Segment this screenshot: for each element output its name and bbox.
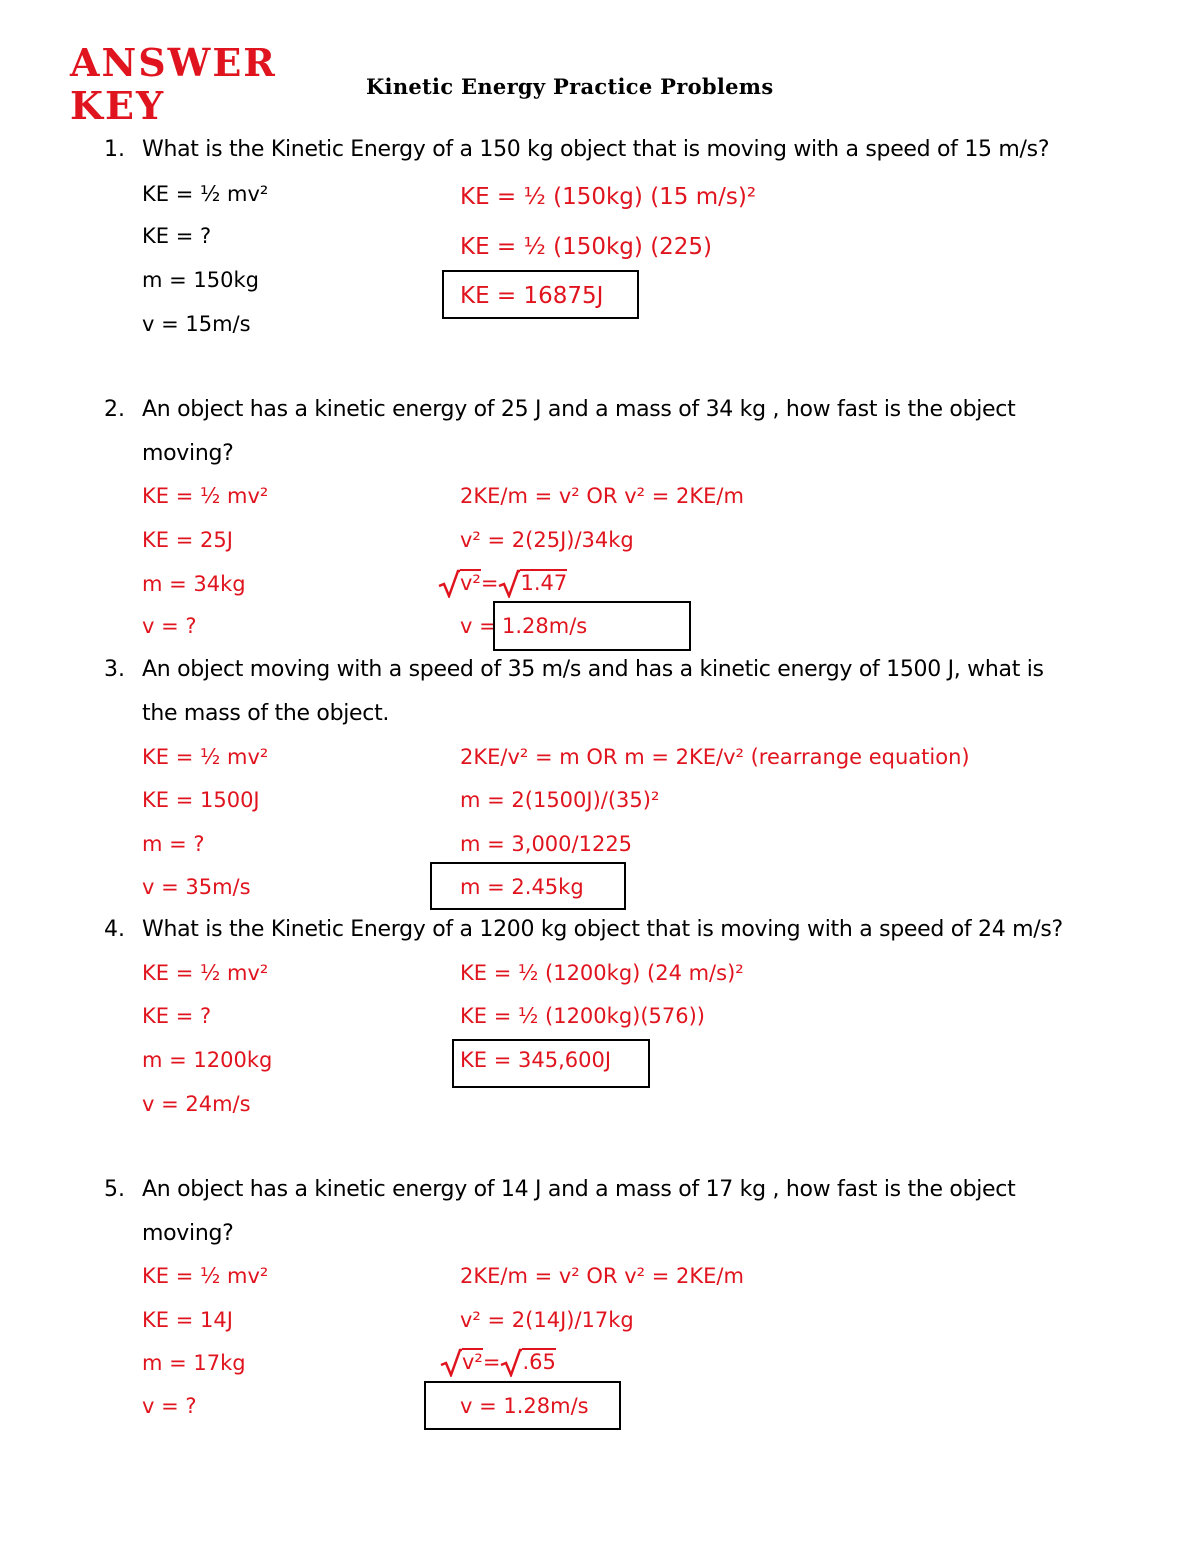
q3-given-ke: KE = 1500J [142, 788, 260, 812]
q3-given-formula: KE = ½ mv² [142, 745, 269, 769]
q2-given-ke: KE = 25J [142, 528, 233, 552]
q2-given-m: m = 34kg [142, 572, 246, 596]
q5-given-formula: KE = ½ mv² [142, 1264, 269, 1288]
q2-answer: 1.28m/s [502, 614, 588, 638]
q1-question: What is the Kinetic Energy of a 150 kg object that is moving with a speed of 15 m/s? [142, 137, 1050, 162]
q3-work-step2: m = 2(1500J)/(35)² [460, 788, 660, 812]
q3-work-step3: m = 3,000/1225 [460, 832, 633, 856]
q1-work-step1: KE = ½ (150kg) (15 m/s)² [460, 184, 757, 210]
page-title: Kinetic Energy Practice Problems [366, 74, 774, 99]
q5-answer: v = 1.28m/s [460, 1394, 589, 1418]
square-root-icon [500, 1347, 522, 1377]
q5-sqrt-left: v² [440, 1347, 483, 1377]
q5-given-ke: KE = 14J [142, 1308, 233, 1332]
q3-given-v: v = 35m/s [142, 875, 251, 899]
q3-number: 3. [104, 657, 125, 682]
q5-work-step1: 2KE/m = v² OR v² = 2KE/m [460, 1264, 744, 1288]
square-root-icon [438, 568, 460, 598]
q5-given-v: v = ? [142, 1394, 197, 1418]
q2-number: 2. [104, 397, 125, 422]
q1-work-step2: KE = ½ (150kg) (225) [460, 234, 713, 260]
q5-question-line2: moving? [142, 1221, 234, 1246]
q3-work-step1: 2KE/v² = m OR m = 2KE/v² (rearrange equation) [460, 745, 970, 769]
q1-given-v: v = 15m/s [142, 312, 251, 336]
q3-question-line2: the mass of the object. [142, 701, 390, 726]
answer-key-stamp-line1: ANSWER [70, 40, 277, 85]
q4-given-formula: KE = ½ mv² [142, 961, 269, 985]
q2-sqrt-left: v² [438, 568, 481, 598]
q4-question: What is the Kinetic Energy of a 1200 kg object that is moving with a speed of 24 m/s? [142, 917, 1063, 942]
q1-answer: KE = 16875J [460, 283, 604, 309]
square-root-icon [440, 1347, 462, 1377]
answer-key-stamp-line2: KEY [70, 83, 166, 128]
q5-work-step2: v² = 2(14J)/17kg [460, 1308, 634, 1332]
q4-given-v: v = 24m/s [142, 1092, 251, 1116]
q3-answer: m = 2.45kg [460, 875, 584, 899]
q2-work-step2: v² = 2(25J)/34kg [460, 528, 634, 552]
q5-sqrt-step [440, 1347, 556, 1377]
q2-sqrt-right: 1.47 [498, 568, 567, 598]
q2-question-line2: moving? [142, 441, 234, 466]
q5-number: 5. [104, 1177, 125, 1202]
q1-given-m: m = 150kg [142, 268, 259, 292]
q2-work-step1: 2KE/m = v² OR v² = 2KE/m [460, 484, 744, 508]
q1-given-formula: KE = ½ mv² [142, 182, 269, 206]
q4-work-step2: KE = ½ (1200kg)(576)) [460, 1004, 705, 1028]
q4-answer: KE = 345,600J [460, 1048, 612, 1072]
q4-given-m: m = 1200kg [142, 1048, 273, 1072]
q5-question-line1: An object has a kinetic energy of 14 J and a mass of 17 kg , how fast is the object [142, 1177, 1016, 1202]
q5-sqrt-right: .65 [500, 1347, 555, 1377]
q2-answer-prefix: v = [460, 614, 497, 638]
q1-number: 1. [104, 137, 125, 162]
q3-given-m: m = ? [142, 832, 205, 856]
q1-given-ke: KE = ? [142, 224, 212, 248]
q4-work-step1: KE = ½ (1200kg) (24 m/s)² [460, 961, 744, 985]
q3-question-line1: An object moving with a speed of 35 m/s and has a kinetic energy of 1500 J, what is [142, 657, 1044, 682]
q2-given-v: v = ? [142, 614, 197, 638]
q5-sqrt-equals: = [482, 1350, 501, 1374]
q4-number: 4. [104, 917, 125, 942]
q4-given-ke: KE = ? [142, 1004, 212, 1028]
q2-given-formula: KE = ½ mv² [142, 484, 269, 508]
square-root-icon [498, 568, 520, 598]
q2-sqrt-equals: = [480, 571, 499, 595]
q2-sqrt-step [438, 568, 567, 598]
q2-question-line1: An object has a kinetic energy of 25 J and a mass of 34 kg , how fast is the object [142, 397, 1016, 422]
q5-given-m: m = 17kg [142, 1351, 246, 1375]
